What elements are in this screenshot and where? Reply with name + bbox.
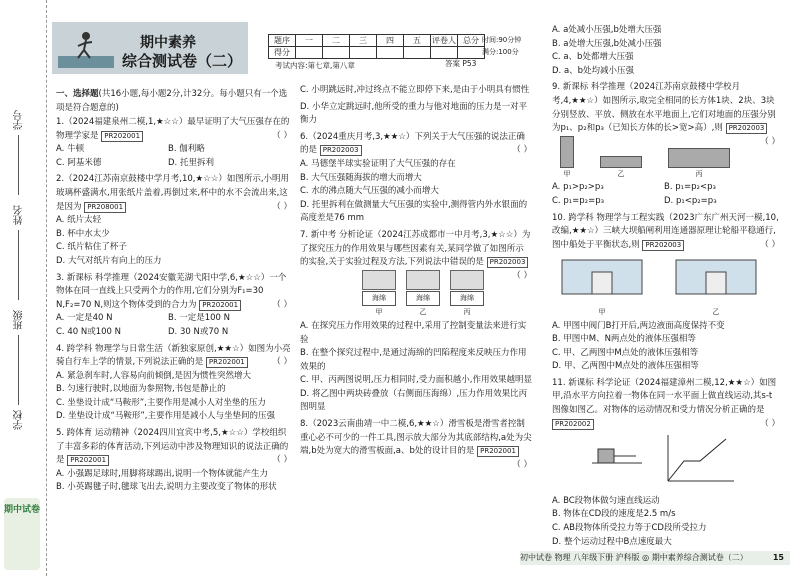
st-graph (656, 431, 736, 495)
option[interactable]: C. 40 N或100 N (56, 326, 121, 337)
ship-lock-figure (552, 252, 780, 319)
section-desc: (共16小题,每小题2分,计32分。每小题只有一个选项是符合题意的) (56, 89, 288, 113)
sponge-label: 海绵 (406, 291, 440, 307)
question-stem: 5. 跨体育 运动精神（2024四川宜宾中考,5,★☆☆）学校组织了丰富多彩的体育活动,下列运动中涉及物理知识的说法正确的是 PR202001 （ ） (56, 427, 292, 468)
score-cell[interactable] (350, 47, 377, 59)
question-stem: C. 小明跳远时,冲过终点不能立即停下来,是由于小明具有惯性 (300, 85, 530, 95)
answer-bracket: （ ） (512, 459, 532, 470)
class-label: 班级 (14, 310, 25, 330)
sponge-label: 海绵 (450, 291, 484, 307)
figure-caption: 甲 (563, 169, 571, 178)
time-note (482, 34, 521, 58)
block-group (600, 156, 642, 182)
score-table (268, 34, 485, 59)
score-cell: 二 (323, 35, 350, 47)
divider (18, 335, 19, 405)
score-cell[interactable] (377, 47, 404, 59)
option[interactable]: A. 纸片太轻 (56, 215, 102, 226)
question-code: PR202001 (199, 300, 241, 311)
option[interactable]: C. a、b处都增大压强 (552, 52, 634, 63)
score-cell: 一 (296, 35, 323, 47)
page-number: 15 (772, 553, 784, 562)
score-cell: 题序 (269, 35, 296, 47)
options (552, 320, 780, 374)
question-stem: 7. 新中考 分析论证（2024江苏成都市一中月考,3,★☆☆）为了探究压力的作用效果与哪些因素有关,某同学做了如图所示的实验,关于实验过程及方法,下列说法中错误的是 PR202003 （ ） (300, 229, 532, 270)
divider (18, 230, 19, 300)
option[interactable]: D. p₁<p₂=p₃ (664, 195, 717, 206)
question-stem: 11. 新课标 科学论证（2024福建漳州二模,12,★★☆）如图甲,沿水平方向拉着一物体在同一水平面上做直线运动,其s-t图像如图乙。对物体的运动情况和受力情况分析正确的是 PR202002 （ ） (552, 377, 780, 431)
option[interactable]: A. a处减小压强,b处增大压强 (552, 25, 662, 35)
option[interactable]: B. 物体在CD段的速度是2.5 m/s (552, 509, 676, 520)
answer-bracket: （ ） (272, 130, 292, 141)
answer-reference: 答案 P53 (445, 59, 477, 68)
question-stem: D. 小华立定跳远时,他所受的重力与他对地面的压力是一对平衡力 (300, 101, 528, 126)
options (56, 214, 292, 268)
banner-title-1: 期中素养 (140, 35, 196, 51)
block-arrangement-figure (560, 136, 760, 182)
name-label: 姓名 (14, 205, 25, 225)
option[interactable]: B. 一定是100 N (168, 313, 231, 324)
option[interactable]: D. 30 N或70 N (168, 326, 229, 337)
options (552, 495, 780, 549)
answer-bracket: （ ） (760, 136, 780, 147)
question-code: PR202001 (477, 446, 519, 457)
question-code: PR202002 (552, 419, 594, 430)
question-code: PR202001 (101, 131, 143, 142)
spacer (300, 459, 532, 462)
option[interactable]: A. 紧急刹车时,人容易向前倾倒,是因为惯性突然增大 (56, 370, 251, 381)
option[interactable]: A. 甲图中阀门B打开后,两边液面高度保持不变 (552, 320, 725, 331)
score-cell[interactable] (458, 47, 485, 59)
option[interactable]: B. p₁=p₂<p₃ (664, 182, 716, 193)
full-score-text: 满分:100分 (482, 48, 519, 56)
options (56, 370, 292, 424)
banner-title-2: 综合测试卷（二） (122, 52, 243, 70)
figure-caption: 乙 (419, 308, 427, 317)
option[interactable]: A. BC段物体做匀速直线运动 (552, 495, 660, 506)
options (552, 181, 780, 208)
answer-bracket: （ ） (272, 357, 292, 368)
block-group (560, 136, 574, 182)
score-cell[interactable] (431, 47, 458, 59)
question-code: PR208001 (84, 202, 126, 213)
question-stem: 2.（2024江苏南京鼓楼中学月考,10,★☆☆）如图所示,小明用玻璃杯盛满水,用张纸片盖着,再倒过来,杯中的水不会流出来,这是因为 PR208001 （ ） (56, 173, 292, 214)
lock-diagram (552, 252, 652, 319)
option[interactable]: D. 托里拆利在做测量大气压强的实验中,测得管内外水银面的高度差是76 mm (300, 199, 528, 224)
pressure-experiment-figure (362, 270, 512, 320)
option[interactable]: A. 一定是40 N (56, 313, 113, 324)
student-number-label: 学号 (14, 110, 25, 130)
option[interactable]: A. 在探究压力作用效果的过程中,采用了控制变量法来进行实验 (300, 320, 527, 345)
option[interactable]: B. 在整个探究过程中,是通过海绵的凹陷程度来反映压力作用效果的 (300, 348, 527, 372)
footer-text: 初中试卷 物理 八年级下册 沪科版 ◎ 期中素养综合测试卷（二） (520, 553, 748, 562)
option[interactable]: C. 甲、乙两图中M点处的液体压强相等 (552, 347, 699, 358)
binding-strip (0, 0, 47, 576)
options (552, 24, 780, 78)
option[interactable]: C. 甲、丙两图说明,压力相同时,受力面积越小,作用效果越明显 (300, 375, 532, 386)
options (56, 312, 292, 339)
series-logo: 期中试卷 (4, 498, 40, 570)
column-1 (56, 116, 292, 498)
page-footer (520, 551, 790, 565)
question-stem: 8.（2023云南曲靖一中二模,6,★★☆）滑雪板是滑雪者控制重心必不可少的一件工具,图示放大部分为其底部结构,a处为尖端,b处为宽大的滑雪板面,a、b处的设计目的是 PR202001 （ ） (300, 418, 532, 459)
option[interactable]: C. 坐垫设计成“马鞍形”,主要作用是减小人对坐垫的压力 (56, 397, 266, 408)
option[interactable]: D. 大气对纸片有向上的压力 (56, 255, 162, 266)
option[interactable]: C. p₁=p₂=p₃ (552, 195, 604, 206)
spacer (56, 495, 292, 498)
figure-caption: 丙 (695, 169, 703, 178)
column-3 (552, 24, 780, 552)
question-code: PR202001 (206, 357, 248, 368)
option[interactable]: C. 纸片粘住了杯子 (56, 242, 127, 253)
option[interactable]: D. 将乙图中两块砖叠放（右侧面压海绵）,压力作用效果比丙图明显 (300, 388, 528, 413)
divider (18, 135, 19, 195)
title-banner (52, 22, 248, 74)
options (56, 468, 292, 495)
st-graph-figure (592, 431, 780, 495)
answer-bracket: （ ） (512, 145, 532, 156)
option[interactable]: B. 匀速行驶时,以地面为参照物,书包是静止的 (56, 384, 226, 395)
time-text: 时间:90分钟 (482, 36, 522, 44)
sponge-block (450, 270, 484, 320)
question-code: PR202003 (320, 145, 362, 156)
section-header (56, 88, 292, 115)
question-code: PR202003 (726, 123, 768, 134)
option[interactable]: B. a处增大压强,b处减小压强 (552, 38, 662, 49)
exam-scope: 考试内容:第七章,第八章 (275, 61, 355, 70)
sponge-label: 海绵 (362, 291, 396, 307)
option[interactable]: A. 牛顿 (56, 144, 85, 155)
answer-bracket: （ ） (512, 270, 532, 281)
option[interactable]: C. AB段物体所受拉力等于CD段所受拉力 (552, 523, 707, 534)
sponge-block (406, 270, 440, 320)
question-stem: 4. 跨学科 物理学与日常生活（新独家原创,★★☆）如图为小亮骑自行车上学的情景,下列说法正确的是 PR202001 （ ） (56, 343, 292, 370)
question-code: PR202003 (642, 240, 684, 251)
score-cell: 评卷人 (432, 36, 456, 45)
question-stem: 9. 新课标 科学推理（2024江苏南京鼓楼中学校月考,4,★★☆）如图所示,取完全相同的长方体1块、2块、3块分别竖放、平放、侧放在水平地面上,它们对地面的压强分别为p₁、p₂和p₃（已知长方体的长>宽>高）,则 PR202003 （ ） (552, 81, 780, 135)
pulled-block-icon (592, 431, 642, 471)
option[interactable]: A. p₁>p₂>p₃ (552, 182, 604, 193)
score-cell[interactable]: 得分 (269, 47, 296, 59)
answer-bracket: （ ） (760, 418, 780, 429)
column-2 (300, 84, 532, 472)
question-stem: 3. 新课标 科学推理（2024安徽芜湖弋阳中学,6,★☆☆）一个物体在同一直线上只受两个力的作用,它们分别为F₁=30 N,F₂=70 N,则这个物体受到的合力为 PR202001 （ ） (56, 272, 292, 313)
block-group (668, 148, 730, 182)
option[interactable]: D. 坐垫设计成“马鞍形”,主要作用是减小人与坐垫间的压强 (56, 411, 275, 422)
score-cell: 五 (404, 35, 431, 47)
option[interactable]: C. 水的沸点随大气压强的减小而增大 (300, 186, 439, 197)
answer-bracket: （ ） (272, 201, 292, 212)
option[interactable]: A. 马德堡半球实验证明了大气压强的存在 (300, 158, 456, 169)
question-code: PR202001 (67, 455, 109, 466)
options (56, 143, 292, 170)
lock-diagram (666, 252, 766, 319)
score-cell: 四 (377, 35, 404, 47)
figure-caption: 甲 (375, 308, 383, 317)
answer-bracket: （ ） (760, 239, 780, 250)
option[interactable]: B. 大气压强随海拔的增大而增大 (300, 172, 422, 183)
score-cell: 三 (350, 35, 377, 47)
sponge-block (362, 270, 396, 320)
option[interactable]: C. 阿基米德 (56, 157, 102, 168)
question-stem: 6.（2024重庆月考,3,★★☆）下列关于大气压强的说法正确的是 PR202003 （ ） (300, 131, 532, 158)
figure-caption: 甲 (598, 307, 606, 316)
option[interactable]: B. 小英踢毽子时,毽球飞出去,说明力主要改变了物体的形状 (56, 482, 277, 493)
option[interactable]: D. a、b处均减小压强 (552, 65, 635, 76)
option[interactable]: B. 伽利略 (168, 144, 205, 155)
school-label: 学校 (14, 410, 25, 430)
option[interactable]: D. 甲、乙两图中M点处的液体压强相等 (552, 361, 699, 372)
figure-caption: 丙 (463, 308, 471, 317)
score-cell[interactable] (404, 47, 431, 59)
question-stem: 1.（2024福建泉州二模,1,★☆☆）最早证明了大气压强存在的物理学家是 PR202001 （ ） (56, 116, 292, 143)
option[interactable]: D. 整个运动过程中B点速度最大 (552, 536, 672, 547)
option[interactable]: B. 杯中水太少 (56, 228, 110, 239)
section-title: 一、选择题 (56, 89, 99, 99)
options (300, 320, 532, 415)
answer-bracket: （ ） (272, 455, 292, 466)
figure-caption: 乙 (617, 169, 625, 178)
option[interactable]: D. 托里拆利 (168, 157, 214, 168)
figure-caption: 乙 (712, 307, 720, 316)
score-cell[interactable] (323, 47, 350, 59)
question-stem: 10. 跨学科 物理学与工程实践（2023广东广州天河一模,10,改编,★★☆）三峡大坝船闸利用连通器原理让轮船平稳通行,图中船处于平衡状态,则 PR202003 （ ） (552, 212, 780, 253)
option[interactable]: B. 甲图中M、N两点处的液体压强相等 (552, 334, 696, 345)
options (300, 158, 532, 226)
question-code: PR202003 (487, 257, 529, 268)
option[interactable]: A. 小强踢足球时,用脚将球踢出,说明一个物体就能产生力 (56, 468, 268, 479)
score-cell: 总分 (458, 35, 485, 47)
score-cell[interactable] (296, 47, 323, 59)
runner-illustration-icon (58, 28, 114, 68)
answer-bracket: （ ） (272, 299, 292, 310)
